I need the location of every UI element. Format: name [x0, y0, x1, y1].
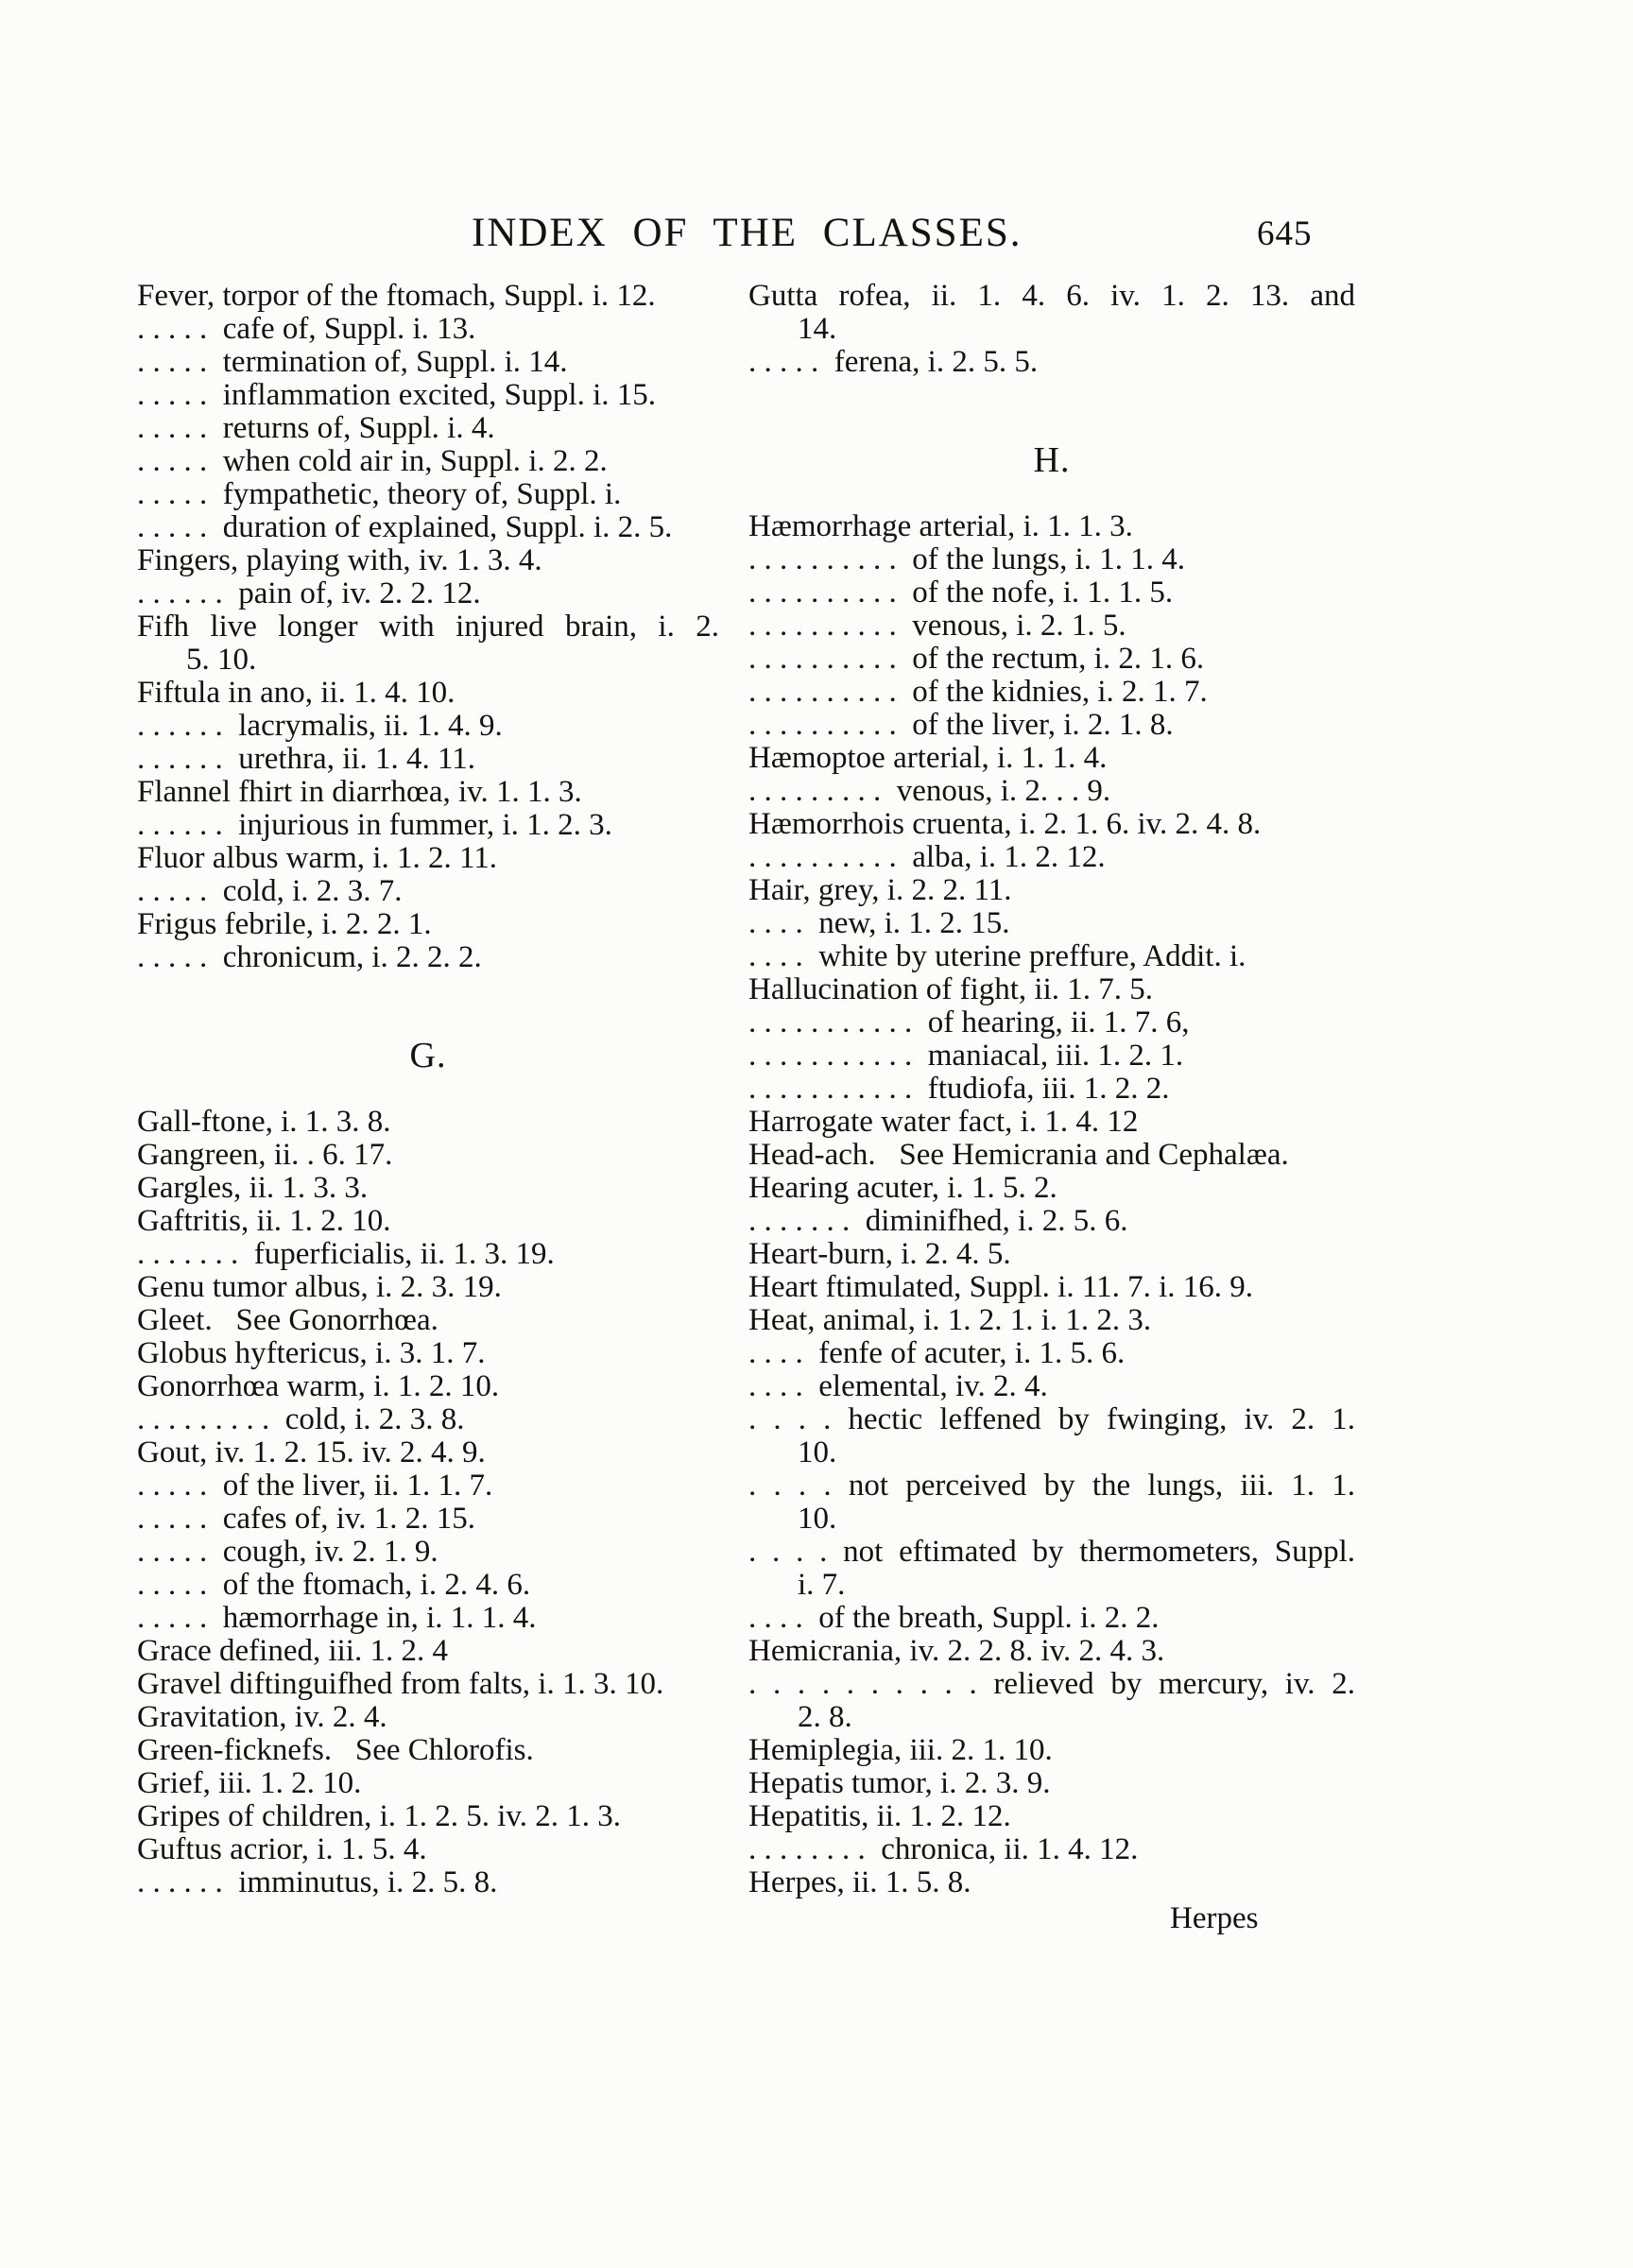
index-entry-line: Gravitation, iv. 2. 4. [137, 1700, 387, 1734]
index-entry-line: Fever, torpor of the ftomach, Suppl. i. 12. [137, 279, 656, 313]
index-entry-line: . . . . . . . . . . venous, i. 2. 1. 5. [748, 609, 1126, 643]
index-entry-line: . . . . . . . . . . . of hearing, ii. 1. 7. 6, [748, 1005, 1190, 1040]
index-entry-line: Gravel diftinguifhed from falts, i. 1. 3. 10. [137, 1667, 664, 1701]
index-entry-line: Gangreen, ii. . 6. 17. [137, 1138, 393, 1172]
index-entry-line: . . . . . . . diminifhed, i. 2. 5. 6. [748, 1204, 1128, 1238]
page-number: 645 [1257, 215, 1313, 253]
index-entry-line: . . . . . cafes of, iv. 1. 2. 15. [137, 1502, 476, 1536]
index-entry-line: Gall-ftone, i. 1. 3. 8. [137, 1105, 391, 1139]
index-entry-line: . . . . . . . . chronica, ii. 1. 4. 12. [748, 1832, 1139, 1866]
index-entry-line: . . . . . chronicum, i. 2. 2. 2. [137, 940, 482, 974]
index-entry-line: Gripes of children, i. 1. 2. 5. iv. 2. 1. 3. [137, 1799, 622, 1833]
index-entry-line: . . . . . . . . . . alba, i. 1. 2. 12. [748, 840, 1106, 874]
index-entry-line: . . . . . returns of, Suppl. i. 4. [137, 411, 495, 445]
index-entry-line: . . . . . . . . . . relieved by mercury, iv. 2. [748, 1667, 1355, 1701]
index-entry-line: . . . . . cold, i. 2. 3. 7. [137, 874, 403, 908]
index-entry-line: . . . . elemental, iv. 2. 4. [748, 1369, 1048, 1403]
index-entry-line: Fifh live longer with injured brain, i. 2. [137, 610, 719, 644]
index-entry-line: . . . . . when cold air in, Suppl. i. 2. 2. [137, 444, 608, 478]
index-entry-line: . . . . . . . fuperficialis, ii. 1. 3. 19. [137, 1237, 555, 1271]
section-heading: G. [409, 1036, 447, 1075]
index-entry-line: . . . . . . . . . . of the liver, i. 2. 1. 8. [748, 708, 1174, 742]
index-entry-line: . . . . . . . . . venous, i. 2. . . 9. [748, 774, 1111, 808]
index-entry-line: . . . . . of the liver, ii. 1. 1. 7. [137, 1469, 493, 1503]
index-entry-line: Green-ficknefs. See Chlorofis. [137, 1733, 534, 1767]
index-entry-line: Fluor albus warm, i. 1. 2. 11. [137, 841, 497, 875]
index-entry-line: Hemicrania, iv. 2. 2. 8. iv. 2. 4. 3. [748, 1634, 1165, 1668]
index-entry-line: . . . . hectic leffened by fwinging, iv. 2. 1. [748, 1402, 1355, 1436]
index-entry-line: Frigus febrile, i. 2. 2. 1. [137, 907, 432, 941]
index-entry-line: Grief, iii. 1. 2. 10. [137, 1766, 362, 1800]
index-entry-line: . . . . . . injurious in fummer, i. 1. 2. 3. [137, 808, 612, 842]
index-entry-line: Gonorrhœa warm, i. 1. 2. 10. [137, 1369, 500, 1403]
index-column-left [137, 280, 719, 1899]
index-entry-line: Heart ftimulated, Suppl. i. 11. 7. i. 16. 9. [748, 1270, 1254, 1304]
index-entry-line: Guftus acrior, i. 1. 5. 4. [137, 1832, 427, 1866]
index-entry-line: Head-ach. See Hemicrania and Cephalæa. [748, 1138, 1289, 1172]
index-entry-line: Hepatitis, ii. 1. 2. 12. [748, 1799, 1011, 1833]
index-entry-line: . . . . not eftimated by thermometers, Suppl. [748, 1535, 1355, 1569]
index-entry-line: . . . . . . urethra, ii. 1. 4. 11. [137, 742, 476, 776]
index-entry-line: Heart-burn, i. 2. 4. 5. [748, 1237, 1011, 1271]
index-entry-line: . . . . . fympathetic, theory of, Suppl. i. [137, 477, 622, 511]
index-entry-line: . . . . . hæmorrhage in, i. 1. 1. 4. [137, 1601, 537, 1635]
index-entry-line: 14. [798, 312, 837, 346]
index-entry-line: 5. 10. [186, 643, 257, 677]
index-entry-line: . . . . . of the ftomach, i. 2. 4. 6. [137, 1568, 531, 1602]
index-entry-line: Hair, grey, i. 2. 2. 11. [748, 873, 1012, 907]
index-entry-line: . . . . new, i. 1. 2. 15. [748, 906, 1010, 940]
index-entry-line: . . . . . . . . . . of the rectum, i. 2. 1. 6. [748, 642, 1205, 676]
index-entry-line: . . . . . . pain of, iv. 2. 2. 12. [137, 576, 481, 610]
index-entry-line: . . . . . . . . . . . ftudiofa, iii. 1. 2. 2. [748, 1072, 1170, 1106]
index-entry-line: Hæmoptoe arterial, i. 1. 1. 4. [748, 741, 1108, 775]
index-entry-line: . . . . . duration of explained, Suppl. i. 2. 5. [137, 510, 673, 544]
index-entry-line: Grace defined, iii. 1. 2. 4 [137, 1634, 448, 1668]
index-entry-line: . . . . . . . . . . of the lungs, i. 1. 1. 4. [748, 542, 1185, 576]
index-entry-line: Heat, animal, i. 1. 2. 1. i. 1. 2. 3. [748, 1303, 1152, 1337]
index-entry-line: 10. [798, 1502, 837, 1536]
index-entry-line: . . . . . . . . . . of the nofe, i. 1. 1. 5. [748, 576, 1174, 610]
index-entry-line: Fingers, playing with, iv. 1. 3. 4. [137, 543, 542, 577]
index-entry-line: Harrogate water fact, i. 1. 4. 12 [748, 1105, 1139, 1139]
index-column-right [748, 280, 1355, 1899]
index-entry-line: Fiftula in ano, ii. 1. 4. 10. [137, 676, 456, 710]
index-entry-line: 2. 8. [798, 1700, 852, 1734]
index-entry-line: . . . . . ferena, i. 2. 5. 5. [748, 345, 1039, 379]
index-entry-line: . . . . fenfe of acuter, i. 1. 5. 6. [748, 1336, 1126, 1370]
index-entry-line: Hallucination of fight, ii. 1. 7. 5. [748, 972, 1154, 1006]
index-entry-line: 10. [798, 1435, 837, 1469]
page-title: INDEX OF THE CLASSES. [472, 211, 1023, 255]
index-entry-line: Hæmorrhois cruenta, i. 2. 1. 6. iv. 2. 4. 8. [748, 807, 1262, 841]
index-entry-line: . . . . . termination of, Suppl. i. 14. [137, 345, 568, 379]
index-entry-line: . . . . white by uterine preffure, Addit. i. [748, 939, 1246, 973]
index-entry-line: Gleet. See Gonorrhœa. [137, 1303, 438, 1337]
index-entry-line: Gaftritis, ii. 1. 2. 10. [137, 1204, 391, 1238]
index-entry-line: Hemiplegia, iii. 2. 1. 10. [748, 1733, 1053, 1767]
catchword: Herpes [1170, 1901, 1259, 1935]
index-entry-line: . . . . of the breath, Suppl. i. 2. 2. [748, 1601, 1160, 1635]
index-entry-line: . . . . . cough, iv. 2. 1. 9. [137, 1535, 438, 1569]
section-heading: H. [1033, 440, 1071, 480]
index-entry-line: Gout, iv. 1. 2. 15. iv. 2. 4. 9. [137, 1435, 486, 1469]
index-entry-line: . . . . . . . . . . of the kidnies, i. 2. 1. 7. [748, 675, 1208, 709]
index-entry-line: Hæmorrhage arterial, i. 1. 1. 3. [748, 509, 1133, 543]
index-entry-line: . . . . . cafe of, Suppl. i. 13. [137, 312, 476, 346]
index-entry-line: Hepatis tumor, i. 2. 3. 9. [748, 1766, 1051, 1800]
index-entry-line: i. 7. [798, 1568, 846, 1602]
index-entry-line: Hearing acuter, i. 1. 5. 2. [748, 1171, 1057, 1205]
index-entry-line: Flannel fhirt in diarrhœa, iv. 1. 1. 3. [137, 775, 582, 809]
index-entry-line: . . . . . . imminutus, i. 2. 5. 8. [137, 1865, 498, 1899]
index-entry-line: . . . . . . . . . . . maniacal, iii. 1. 2. 1. [748, 1039, 1184, 1073]
index-entry-line: Herpes, ii. 1. 5. 8. [748, 1865, 971, 1899]
index-entry-line: . . . . . inflammation excited, Suppl. i. 15. [137, 378, 657, 412]
index-entry-line: . . . . not perceived by the lungs, iii. 1. 1. [748, 1469, 1355, 1503]
index-entry-line: Gutta rofea, ii. 1. 4. 6. iv. 1. 2. 13. and [748, 279, 1355, 313]
index-entry-line: . . . . . . . . . cold, i. 2. 3. 8. [137, 1402, 465, 1436]
index-entry-line: . . . . . . lacrymalis, ii. 1. 4. 9. [137, 709, 503, 743]
index-entry-line: Gargles, ii. 1. 3. 3. [137, 1171, 369, 1205]
index-entry-line: Genu tumor albus, i. 2. 3. 19. [137, 1270, 502, 1304]
index-entry-line: Globus hyftericus, i. 3. 1. 7. [137, 1336, 486, 1370]
